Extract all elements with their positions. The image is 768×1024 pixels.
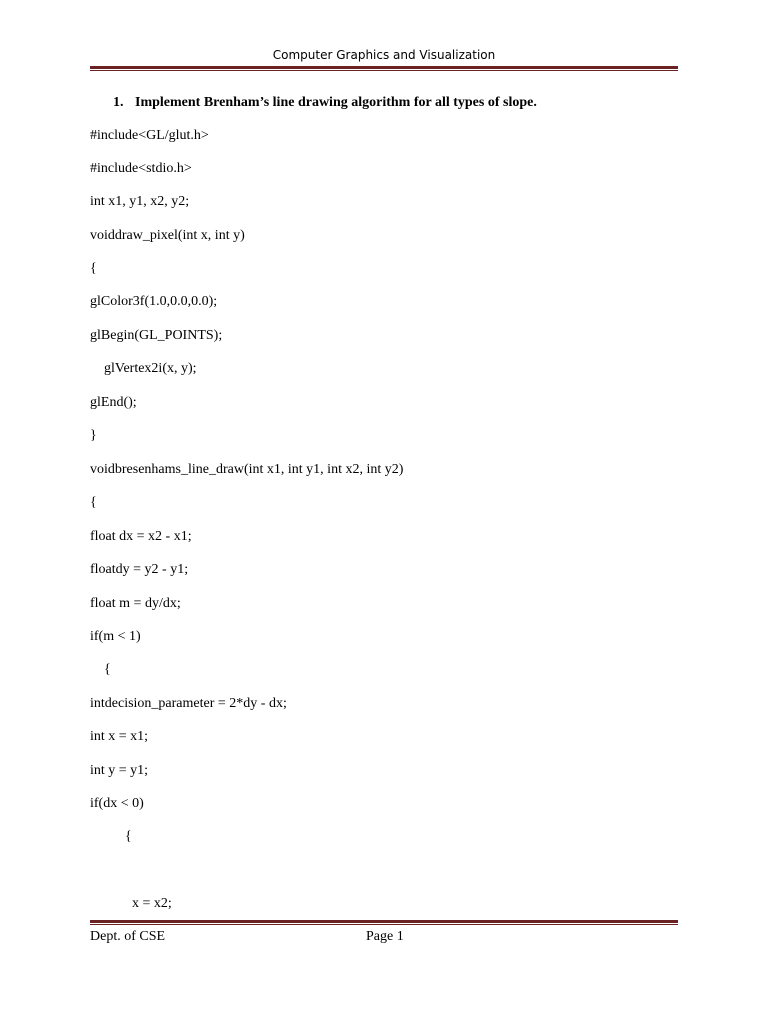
code-line: if(dx < 0) (90, 796, 144, 811)
running-header: Computer Graphics and Visualization (272, 48, 496, 62)
code-line: int x = x1; (90, 729, 149, 744)
header-rule-thin (90, 70, 678, 71)
code-line: int y = y1; (90, 763, 149, 778)
section-title: Implement Brenham’s line drawing algorithm for all types of slope. (135, 95, 537, 110)
code-line: #include<GL/glut.h> (90, 128, 209, 143)
code-line: glVertex2i(x, y); (90, 361, 197, 376)
footer-rule (90, 920, 678, 925)
code-line: { (90, 662, 111, 677)
code-line: #include<stdio.h> (90, 161, 192, 176)
code-line: { (90, 495, 97, 510)
code-line: int x1, y1, x2, y2; (90, 194, 190, 209)
section-number: 1. (113, 95, 124, 110)
code-line: glEnd(); (90, 395, 137, 410)
header-rule (90, 66, 678, 71)
code-line: { (90, 829, 132, 844)
code-line: { (90, 261, 97, 276)
code-line: voiddraw_pixel(int x, int y) (90, 228, 245, 243)
code-line: if(m < 1) (90, 629, 141, 644)
footer-department: Dept. of CSE (90, 929, 166, 944)
code-line: float m = dy/dx; (90, 596, 181, 611)
code-line: glBegin(GL_POINTS); (90, 328, 223, 343)
section-heading (113, 94, 537, 112)
code-line: intdecision_parameter = 2*dy - dx; (90, 696, 287, 711)
footer-page-number: Page 1 (366, 929, 404, 944)
footer-rule-thin (90, 924, 678, 925)
code-line: floatdy = y2 - y1; (90, 562, 189, 577)
code-line: float dx = x2 - x1; (90, 529, 192, 544)
code-line: } (90, 428, 97, 443)
code-line: voidbresenhams_line_draw(int x1, int y1, int x2, int y2) (90, 462, 404, 477)
code-line: x = x2; (90, 896, 172, 911)
code-line: glColor3f(1.0,0.0,0.0); (90, 294, 218, 309)
